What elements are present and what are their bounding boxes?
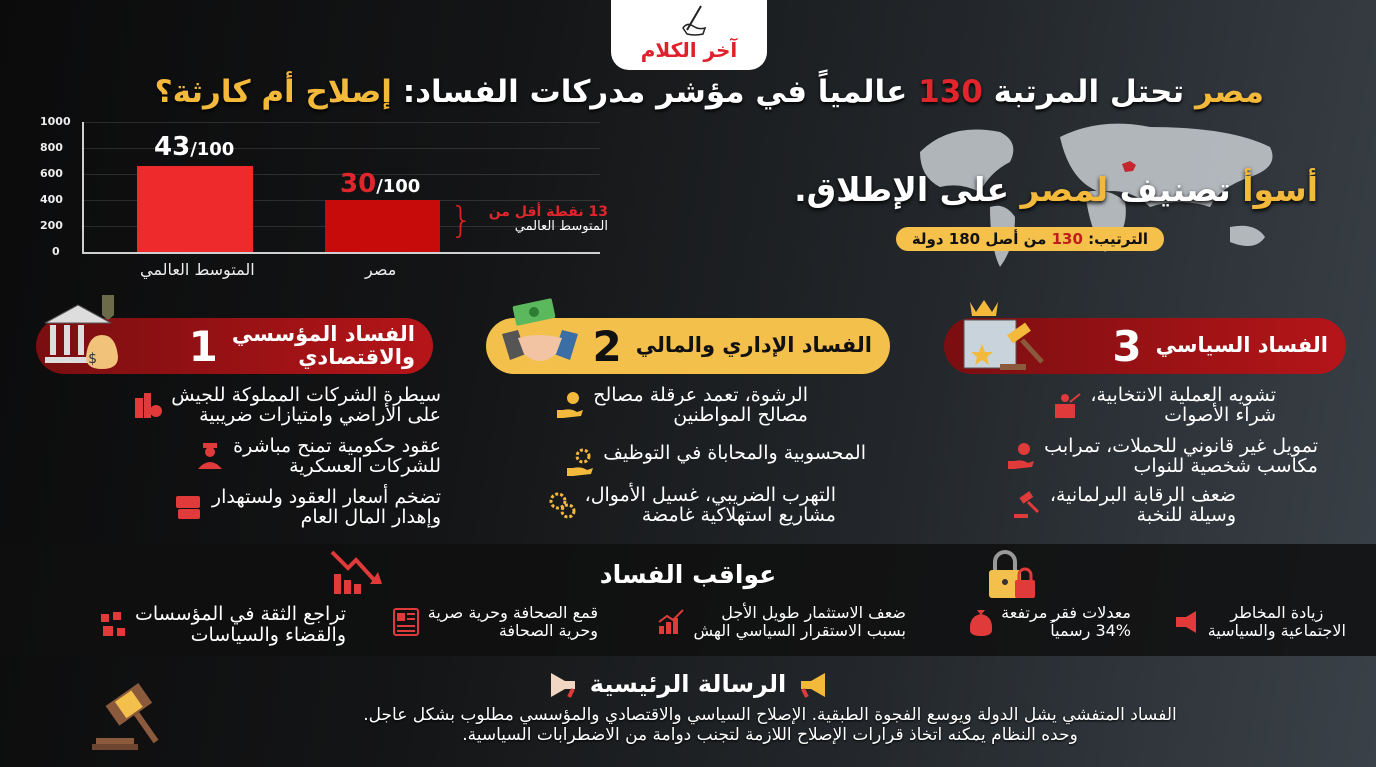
list-item [174,488,441,528]
consequence-item [1172,604,1346,639]
rank-prefix: الترتيب: [1082,230,1148,248]
x-label-global: المتوسط العالمي [140,260,255,279]
item-line: المحسوبية والمحاباة في التوظيف [603,442,866,464]
brace-icon: } [450,200,473,241]
item-line: قمع الصحافة وحرية صرية [427,603,598,622]
list-item [1012,486,1236,526]
title-rank: 130 [918,74,983,110]
item-line: والقضاء والسياسات [190,623,346,646]
headline-part: أسوأ [1242,170,1318,209]
consequence-item [99,604,346,646]
note-line: المتوسط العالمي [514,219,608,235]
consequences-title: عواقب الفساد [599,560,777,589]
handshake-money-icon [500,298,580,376]
bar-value-global: 43/100 [154,132,235,162]
worst-ranking-headline [794,170,1318,209]
buildings-money-icon [133,390,163,420]
rank-suffix: من أصل 180 دولة [911,230,1052,248]
item-line: مصالح المواطنين [673,403,808,426]
category-title: الفساد الإداري والمالي [635,333,872,358]
list-item [555,386,808,426]
category-title: الفساد السياسي [1155,333,1328,358]
growth-chart-icon [657,608,685,636]
svg-text:$: $ [88,351,97,367]
title-country: مصر [1194,74,1264,110]
list-item [565,444,866,478]
main-message-heading: الرسالة الرئيسية [589,670,787,698]
list-item [1006,437,1318,477]
item-line: 34% رسمياً [1050,620,1131,640]
list-item [133,386,441,426]
consequence-item [392,604,598,639]
megaphone-icon [1172,609,1200,635]
item-line: مكاسب شخصية للنواب [1133,454,1318,477]
item-line: ضعف الاستثمار طويل الأجل [721,603,906,622]
padlock-icon [985,548,1041,600]
cash-stack-icon [174,492,204,522]
headline-part: على الإطلاق. [794,170,1021,209]
ballot-box-icon [1052,390,1082,420]
logo [611,0,767,70]
newspaper-icon [392,607,420,637]
rank-pill [896,227,1164,251]
hand-gear-icon [565,448,595,478]
item-line: الرشوة، تعمد عرقلة مصالح [593,384,808,406]
x-label-egypt: مصر [365,260,397,279]
message-line: الفساد المتفشي يشل الدولة ويوسع الفجوة الطبقية. الإصلاح السياسي والاقتصادي والمؤسسي مطلوب بشكل عاجل. [363,705,1177,725]
x-axis [82,252,600,254]
list-item [1052,386,1276,426]
item-line: تشويه العملية الانتخابية، [1090,384,1276,406]
title-question: إصلاح أم كارثة؟ [154,74,392,110]
hand-coin-icon [555,390,585,420]
gavel-icon [1012,490,1042,520]
decline-chart-icon [330,548,386,596]
item-line: زيادة المخاطر [1230,603,1324,622]
title-line: الفساد المؤسسي [231,321,415,346]
item-line: وحرية الصحافة [498,620,598,640]
page-title [154,74,1264,110]
category-number: 3 [1112,321,1142,371]
ballot-box-gavel-icon [960,292,1050,376]
item-line: تراجع الثقة في المؤسسات [135,603,346,625]
item-line: ضعف الرقابة البرلمانية، [1049,484,1236,506]
y-tick: 200 [40,219,63,232]
money-bag-icon [969,608,993,636]
headline-part: لمصر [1020,170,1109,209]
item-line: شراء الأصوات [1164,403,1276,426]
item-line: تمويل غير قانوني للحملات، تمرابب [1044,435,1318,457]
hand-coin-icon [1006,441,1036,471]
title-line: والاقتصادي [298,345,415,369]
item-line: على الأراضي وامتيازات ضريبية [199,403,441,426]
item-line: للشركات العسكرية [289,454,441,477]
rank-value: 130 [1051,230,1083,248]
note-line: 13 نقطة أقل من [488,204,608,220]
title-text: عالمياً في مؤشر مدركات الفساد: [391,74,919,110]
item-line: الاجتماعية والسياسية [1207,620,1346,640]
item-line: عقود حكومية تمنح مباشرة [233,435,441,457]
bar-value-egypt: 30/100 [340,169,421,199]
y-axis [82,122,84,254]
difference-note [489,204,608,235]
list-item [195,437,441,477]
item-line: معدلات فقر مرتفعة [1001,603,1131,622]
item-line: وسيلة للنخبة [1136,503,1236,526]
bar-egypt [325,200,440,252]
megaphone-icon [547,671,581,699]
item-line: مشاريع استهلاكية غامضة [641,503,836,526]
message-line: وحده النظام يمكنه اتخاذ قرارات الإصلاح اللازمة لتجنب دوامة من الاضطرابات السياسية. [462,724,1078,745]
y-tick: 600 [40,167,63,180]
bank-money-bag-icon [40,295,130,375]
item-line: بسبب الاستقرار السياسي الهش [693,620,906,640]
main-message-body [240,706,1300,745]
megaphone-icon [795,671,829,699]
gears-icon [547,490,577,520]
bar-global-average [137,166,253,252]
consequence-item [969,604,1131,639]
y-tick: 400 [40,193,63,206]
main-message-title [0,670,1376,699]
list-item [547,486,836,526]
cpi-bar-chart [30,112,620,287]
title-text: تحتل المرتبة [982,74,1195,110]
headline-part: تصنيف [1108,170,1243,209]
category-title [232,323,415,369]
y-tick: 0 [52,245,60,258]
broken-trust-icon [99,610,127,640]
category-number: 1 [188,321,218,371]
y-tick: 800 [40,141,63,154]
item-line: التهرب الضريبي، غسيل الأموال، [584,484,836,506]
gavel-icon [90,676,176,752]
logo-text: آخر الكلام [640,38,738,62]
category-number: 2 [592,321,622,371]
gridline [82,122,600,123]
item-line: سيطرة الشركات المملوكة للجيش [171,384,441,406]
y-tick: 1000 [40,115,71,128]
officer-icon [195,441,225,471]
consequence-item [657,604,906,639]
item-line: تضخم أسعار العقود ولستهدار [211,486,441,508]
item-line: وإهدار المال العام [300,505,441,528]
